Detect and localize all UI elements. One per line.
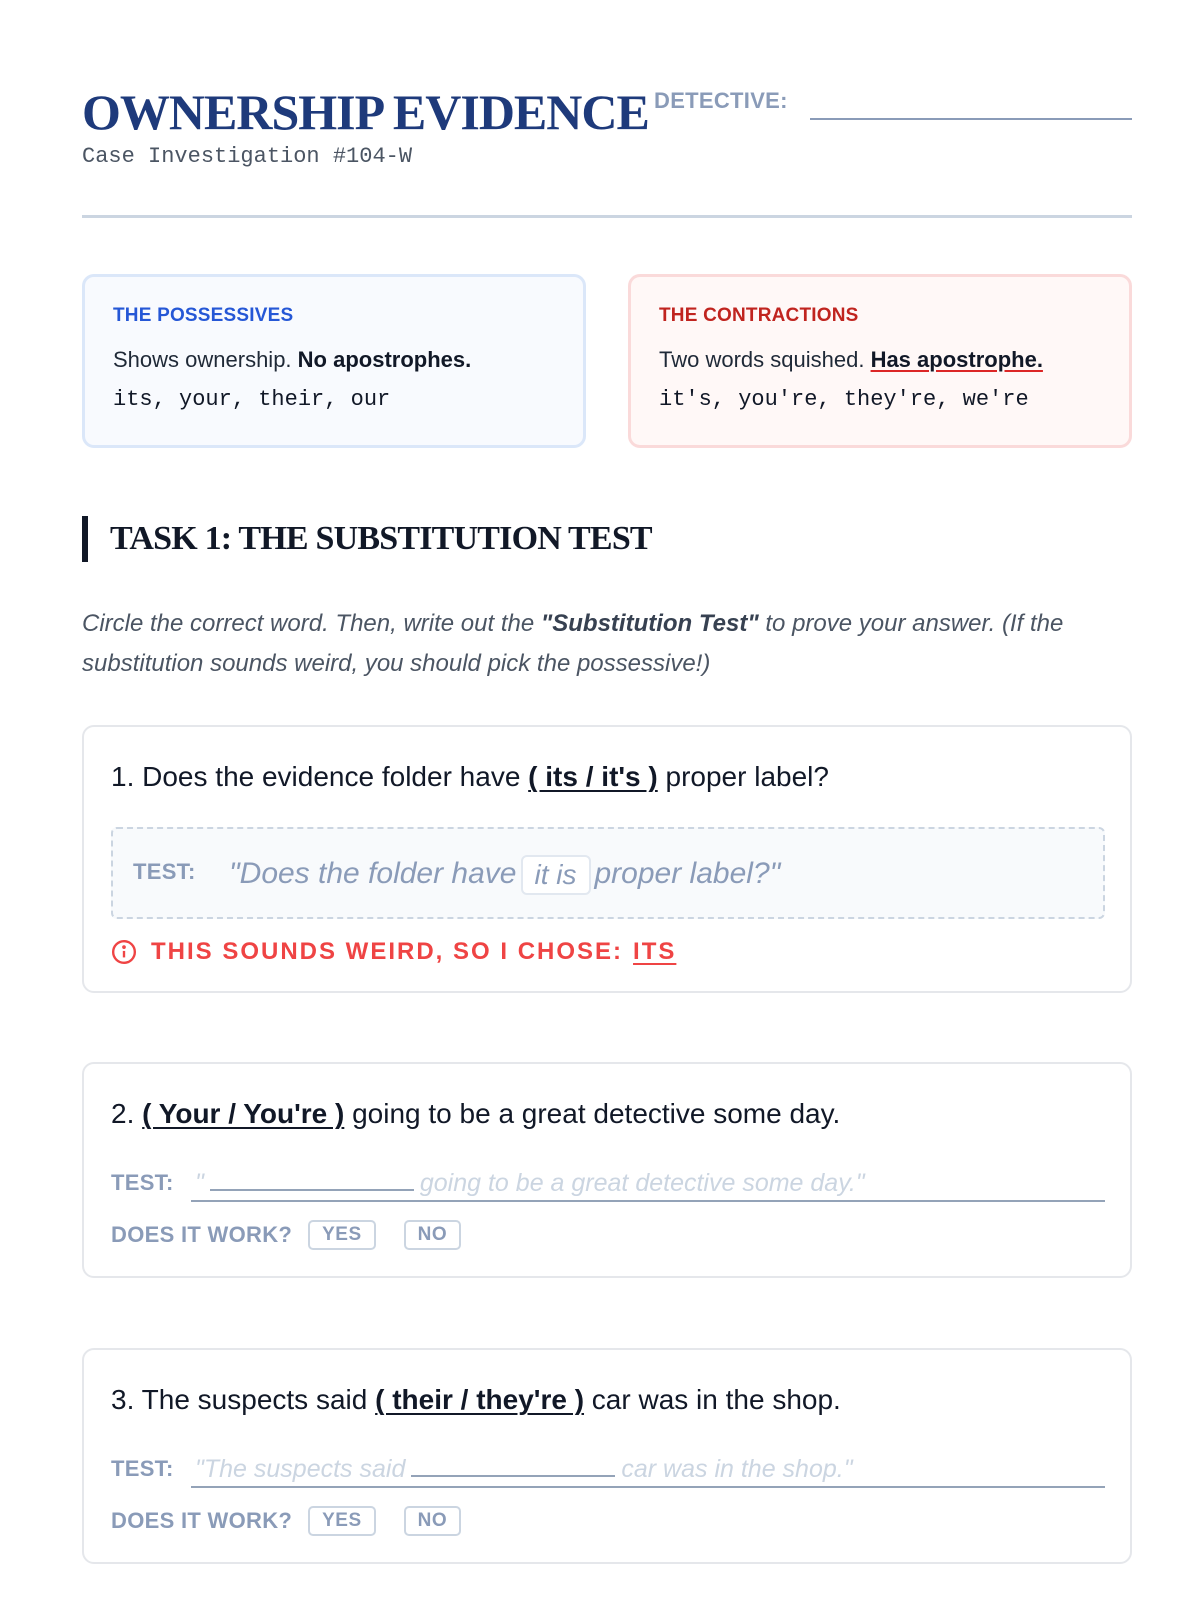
question-card-2 [82,1062,1132,1278]
question-3-number: 3. [111,1384,135,1415]
question-2-works-row [111,1220,489,1250]
question-1-test-box [111,827,1105,919]
instructions-part-2: to prove your answer. (If the substitution sounds weird, you should pick the possessive!) [82,610,1064,677]
possessives-rule-box [82,274,586,448]
question-3-text [111,1384,841,1416]
question-2-test-row [111,1168,1105,1202]
question-2-yes-option[interactable]: YES [308,1220,376,1250]
question-1-substitution-word: it is [521,855,591,895]
header-divider [82,215,1132,218]
question-3-yes-option[interactable]: YES [308,1506,376,1536]
question-3-blank[interactable] [411,1457,615,1477]
question-3-test-before: "The suspects said [195,1455,406,1483]
contractions-rule-box [628,274,1132,448]
question-1-test-sentence [229,855,780,895]
question-3-test-label: TEST: [111,1456,174,1481]
case-id: Case Investigation #104-W [82,144,413,169]
question-3-test-after: car was in the shop." [621,1455,853,1483]
question-3-after: car was in the shop. [591,1384,841,1415]
question-1-choice[interactable]: ( its / it's ) [528,761,658,792]
question-3-works-row [111,1506,489,1536]
contractions-description [659,347,1101,373]
question-1-test-after: proper label?" [594,856,781,890]
question-2-test-label: TEST: [111,1170,174,1195]
worksheet-header [82,82,1132,222]
detective-name-field[interactable] [810,118,1132,120]
question-1-test-before: "Does the folder have [229,856,517,890]
question-2-test-field[interactable] [191,1168,1105,1202]
possessives-desc-text: Shows ownership. [113,347,292,372]
question-2-no-option[interactable]: NO [404,1220,462,1250]
question-2-number: 2. [111,1098,135,1129]
question-3-before: The suspects said [141,1384,368,1415]
possessives-words: its, your, their, our [113,387,391,412]
question-1-verdict-answer: ITS [633,938,677,965]
question-2-test-before: " [195,1169,204,1197]
question-1-verdict [111,938,676,966]
question-3-test-field[interactable] [191,1454,1105,1488]
question-1-verdict-text: THIS SOUNDS WEIRD, SO I CHOSE: [151,938,624,965]
contractions-desc-text: Two words squished. [659,347,865,372]
possessives-title: THE POSSESSIVES [113,305,294,326]
info-circle-icon [111,939,137,965]
question-1-after: proper label? [665,761,829,792]
contractions-words: it's, you're, they're, we're [659,387,1029,412]
question-2-text [111,1098,840,1130]
page-title: OWNERSHIP EVIDENCE [82,84,649,140]
question-card-3 [82,1348,1132,1564]
question-1-before: Does the evidence folder have [142,761,521,792]
detective-label: DETECTIVE: [654,88,788,113]
question-1-test-label: TEST: [133,859,196,884]
possessives-desc-emphasis: No apostrophes. [297,347,472,372]
question-3-choice[interactable]: ( their / they're ) [375,1384,585,1415]
question-3-test-row [111,1454,1105,1488]
contractions-title: THE CONTRACTIONS [659,305,859,326]
question-1-text [111,761,829,793]
contractions-desc-emphasis: Has apostrophe. [870,347,1043,372]
question-2-works-label: DOES IT WORK? [111,1222,293,1247]
question-2-blank[interactable] [210,1171,414,1191]
task-instructions [82,604,1092,684]
task-heading: TASK 1: THE SUBSTITUTION TEST [82,516,652,562]
question-2-test-after: going to be a great detective some day." [419,1169,865,1197]
question-2-choice[interactable]: ( Your / You're ) [142,1098,345,1129]
possessives-description [113,347,555,373]
question-3-no-option[interactable]: NO [404,1506,462,1536]
instructions-part-1: Circle the correct word. Then, write out the [82,610,541,637]
question-card-1 [82,725,1132,993]
question-3-works-label: DOES IT WORK? [111,1508,293,1533]
instructions-emphasis: "Substitution Test" [540,610,759,637]
question-2-after: going to be a great detective some day. [352,1098,841,1129]
question-1-number: 1. [111,761,135,792]
